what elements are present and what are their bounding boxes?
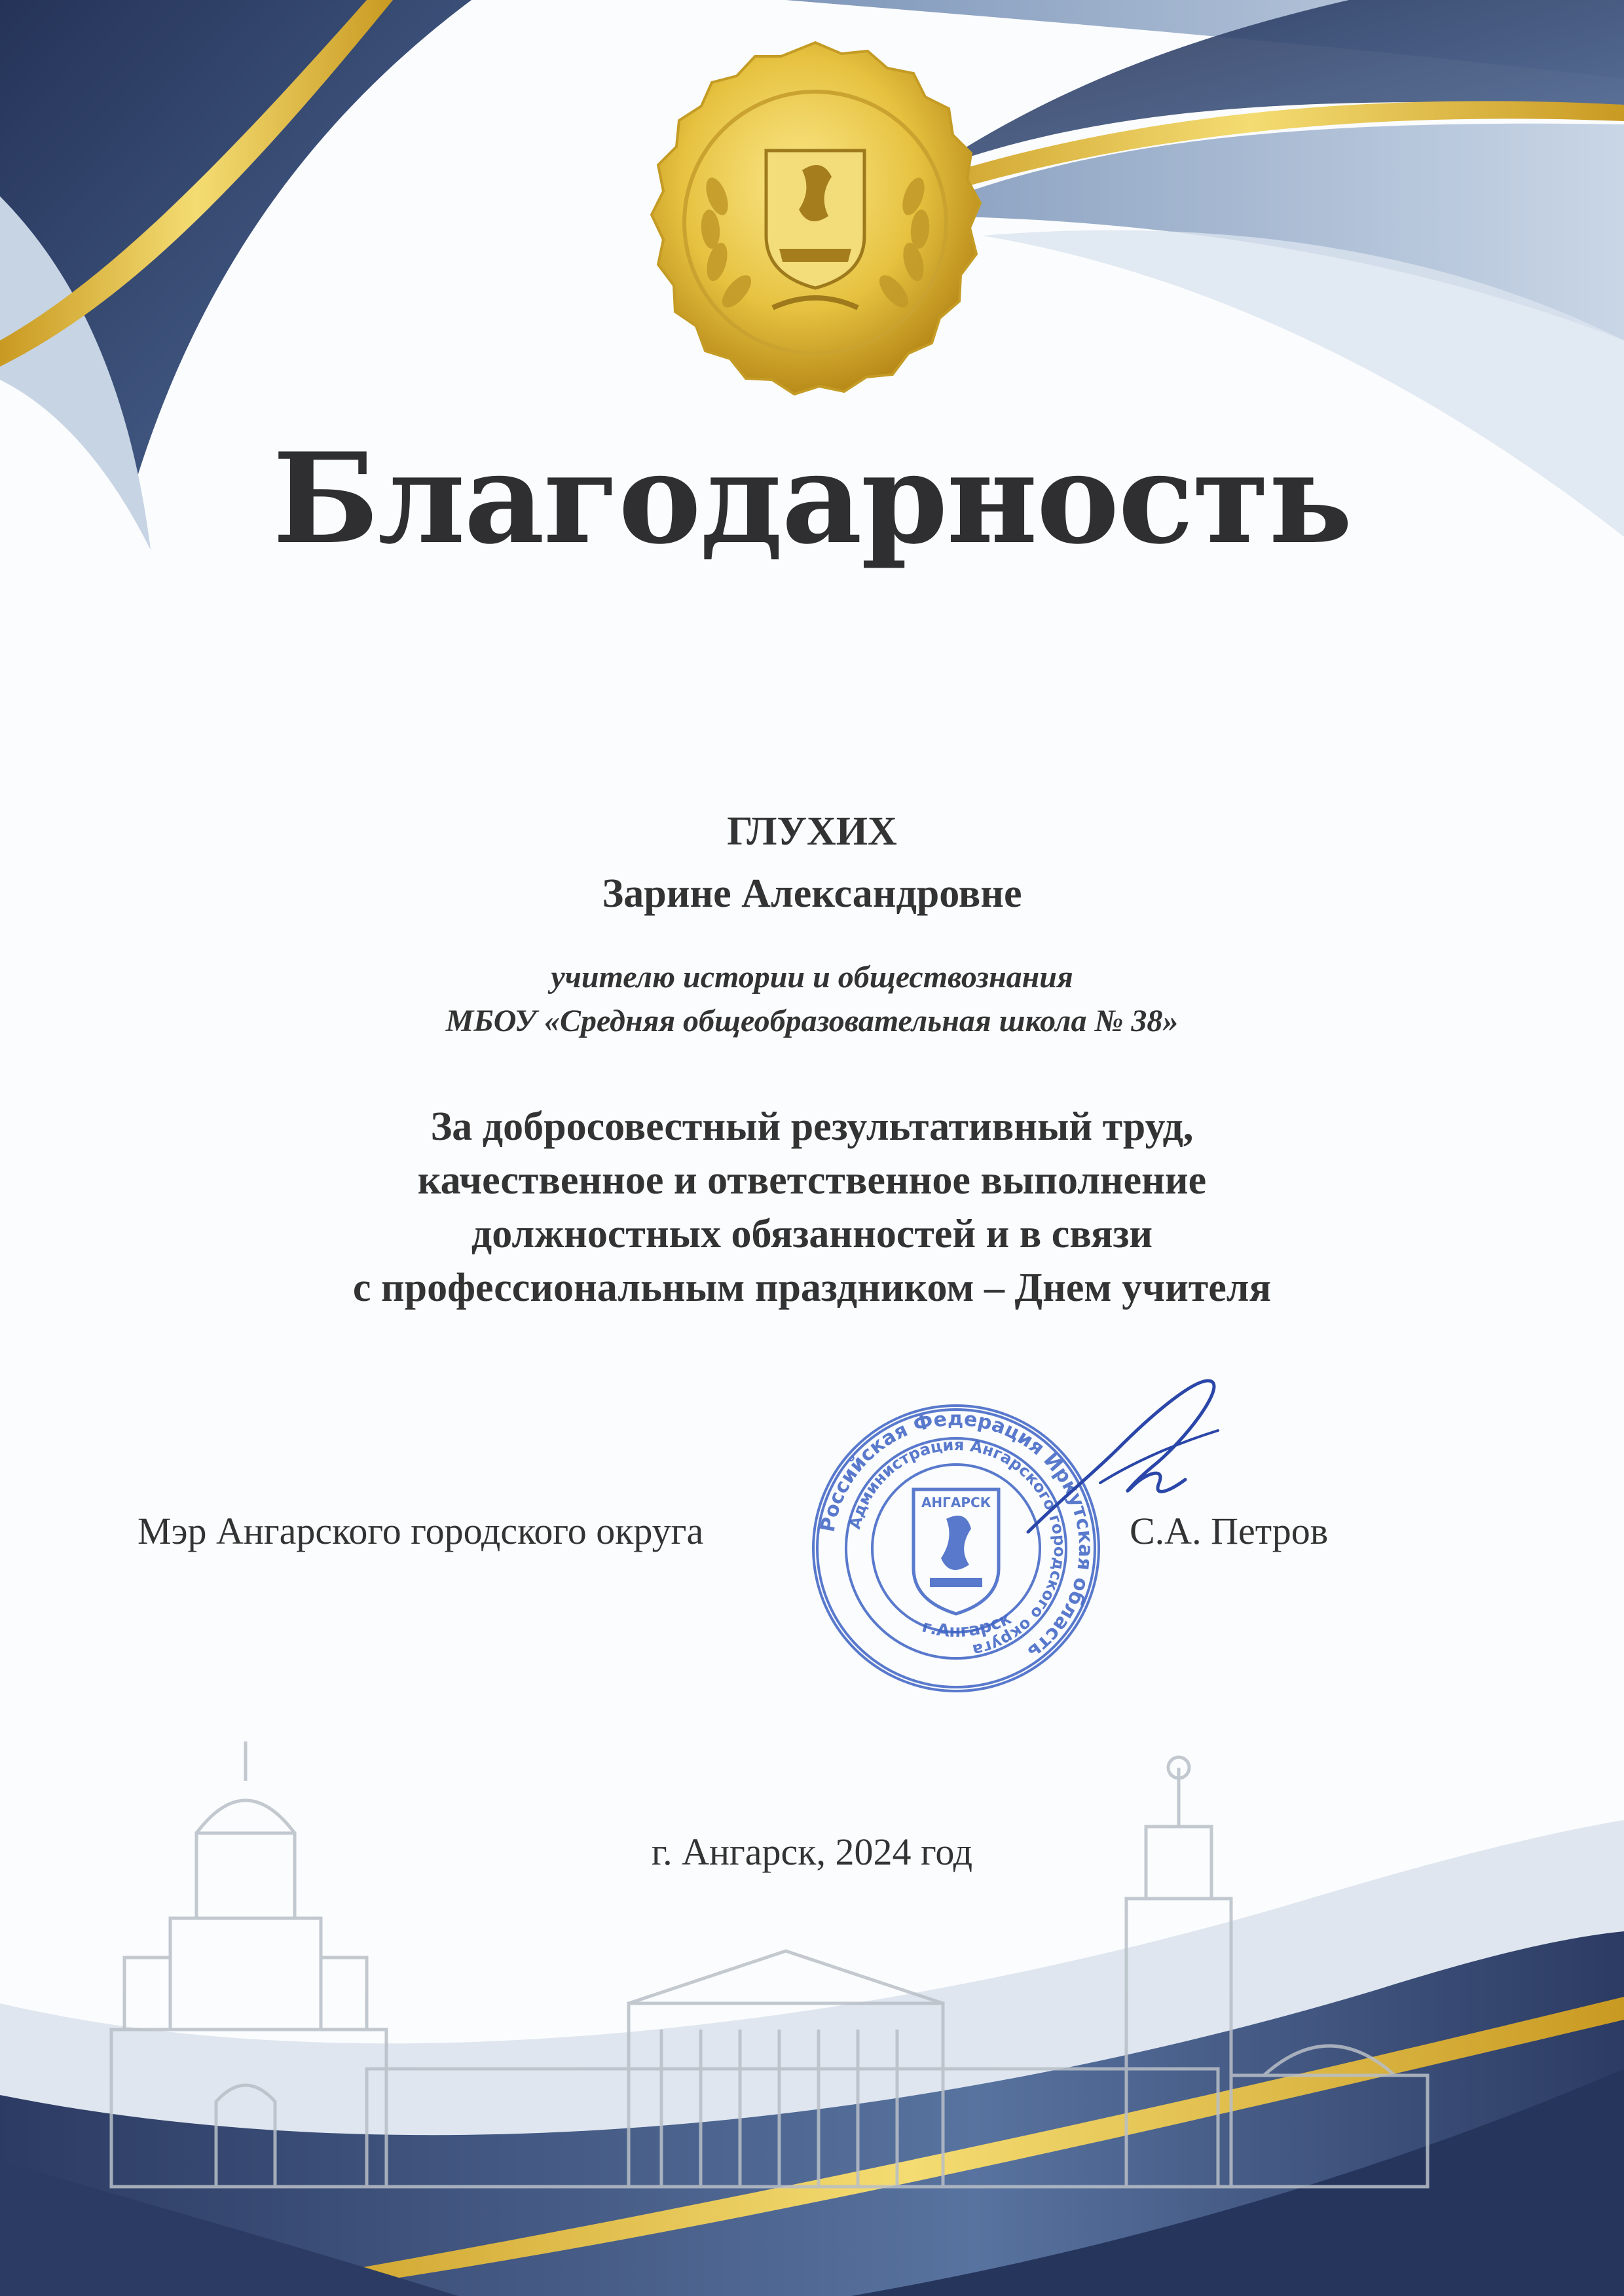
recipient-name: Зарине Александровне <box>602 871 1022 916</box>
stamp-emblem-icon <box>913 1489 999 1614</box>
place-and-year: г. Ангарск, 2024 год <box>651 1831 973 1873</box>
document-title: Благодарность <box>272 426 1352 572</box>
reason-line: должностных обязанностей и в связи <box>471 1212 1153 1256</box>
stamp-bottom-text: г.Ангарск <box>919 1608 1015 1642</box>
stamp-emblem-text: АНГАРСК <box>921 1495 991 1510</box>
gold-seal-emblem <box>560 20 1071 419</box>
signer-name: С.А. Петров <box>1130 1510 1329 1552</box>
handwritten-signature <box>1022 1368 1231 1552</box>
stamp-inner-text: Администрация Ангарского городского округа <box>845 1435 1069 1660</box>
recipient-organization: МБОУ «Средняя общеобразовательная школа № 38» <box>445 1004 1179 1038</box>
recipient-surname: ГЛУХИХ <box>727 809 897 854</box>
award-reason <box>0 1100 1624 1315</box>
reason-line: с профессиональным праздником – Днем учителя <box>352 1266 1272 1310</box>
reason-line: качественное и ответственное выполнение <box>417 1158 1207 1203</box>
reason-line: За добросовестный результативный труд, <box>430 1104 1194 1149</box>
signer-title: Мэр Ангарского городского округа <box>138 1510 704 1552</box>
recipient-position: учителю истории и обществознания <box>551 960 1073 994</box>
stamp-outer-text: Российская Федерация Иркутская область <box>816 1407 1098 1664</box>
